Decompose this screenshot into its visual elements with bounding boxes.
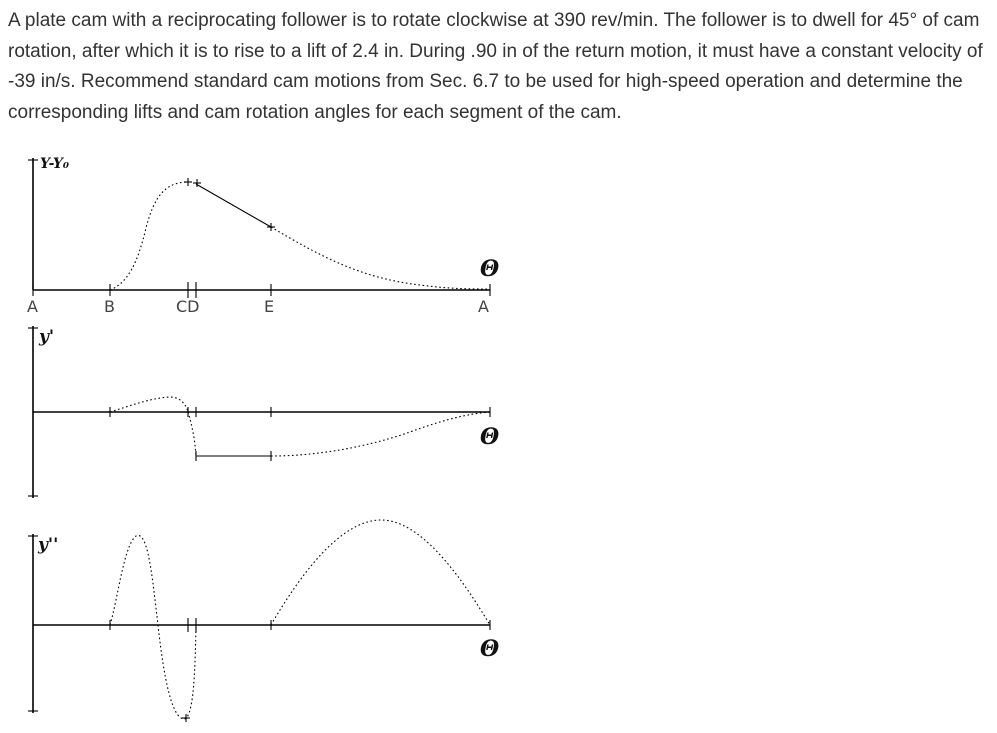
velocity-y-label: y' <box>39 327 55 347</box>
acceleration-theta-label: Θ <box>480 636 500 662</box>
x-label-e: E <box>264 297 275 316</box>
x-label-a-start: A <box>27 297 38 316</box>
acceleration-negative-lobe <box>158 625 196 719</box>
displacement-y-label: Y-Y₀ <box>40 156 69 172</box>
x-label-b: B <box>104 297 115 316</box>
acceleration-plot <box>28 520 499 722</box>
problem-statement: A plate cam with a reciprocating follower is to rotate clockwise at 390 rev/min. The follower is to dwell for 45° of cam rotation, after which it is to rise to a lift of 2.4 in. During .90 in of the return motion, it must have a constant velocity of -39 in/s. Recommend standard cam motions from Sec. 6.7 to be used for high-speed operation and determine the corresponding lifts and cam rotation angles for each segment of the cam. <box>8 10 983 123</box>
x-label-cd: CD <box>176 297 200 316</box>
velocity-plot <box>28 326 499 498</box>
acceleration-return-hump <box>271 520 490 625</box>
acceleration-positive-lobe <box>110 535 158 625</box>
velocity-return-curve <box>271 412 490 456</box>
velocity-rise-curve <box>110 397 188 412</box>
displacement-rise-curve <box>110 182 188 290</box>
velocity-theta-label: Θ <box>480 424 500 450</box>
velocity-drop-curve <box>188 412 196 456</box>
displacement-return-curve <box>271 227 490 289</box>
displacement-theta-label: Θ <box>480 256 500 282</box>
displacement-constant-velocity-line <box>196 184 271 227</box>
acceleration-y-label: y'' <box>38 535 59 555</box>
x-label-a-end: A <box>478 297 489 316</box>
displacement-plot <box>27 156 499 316</box>
